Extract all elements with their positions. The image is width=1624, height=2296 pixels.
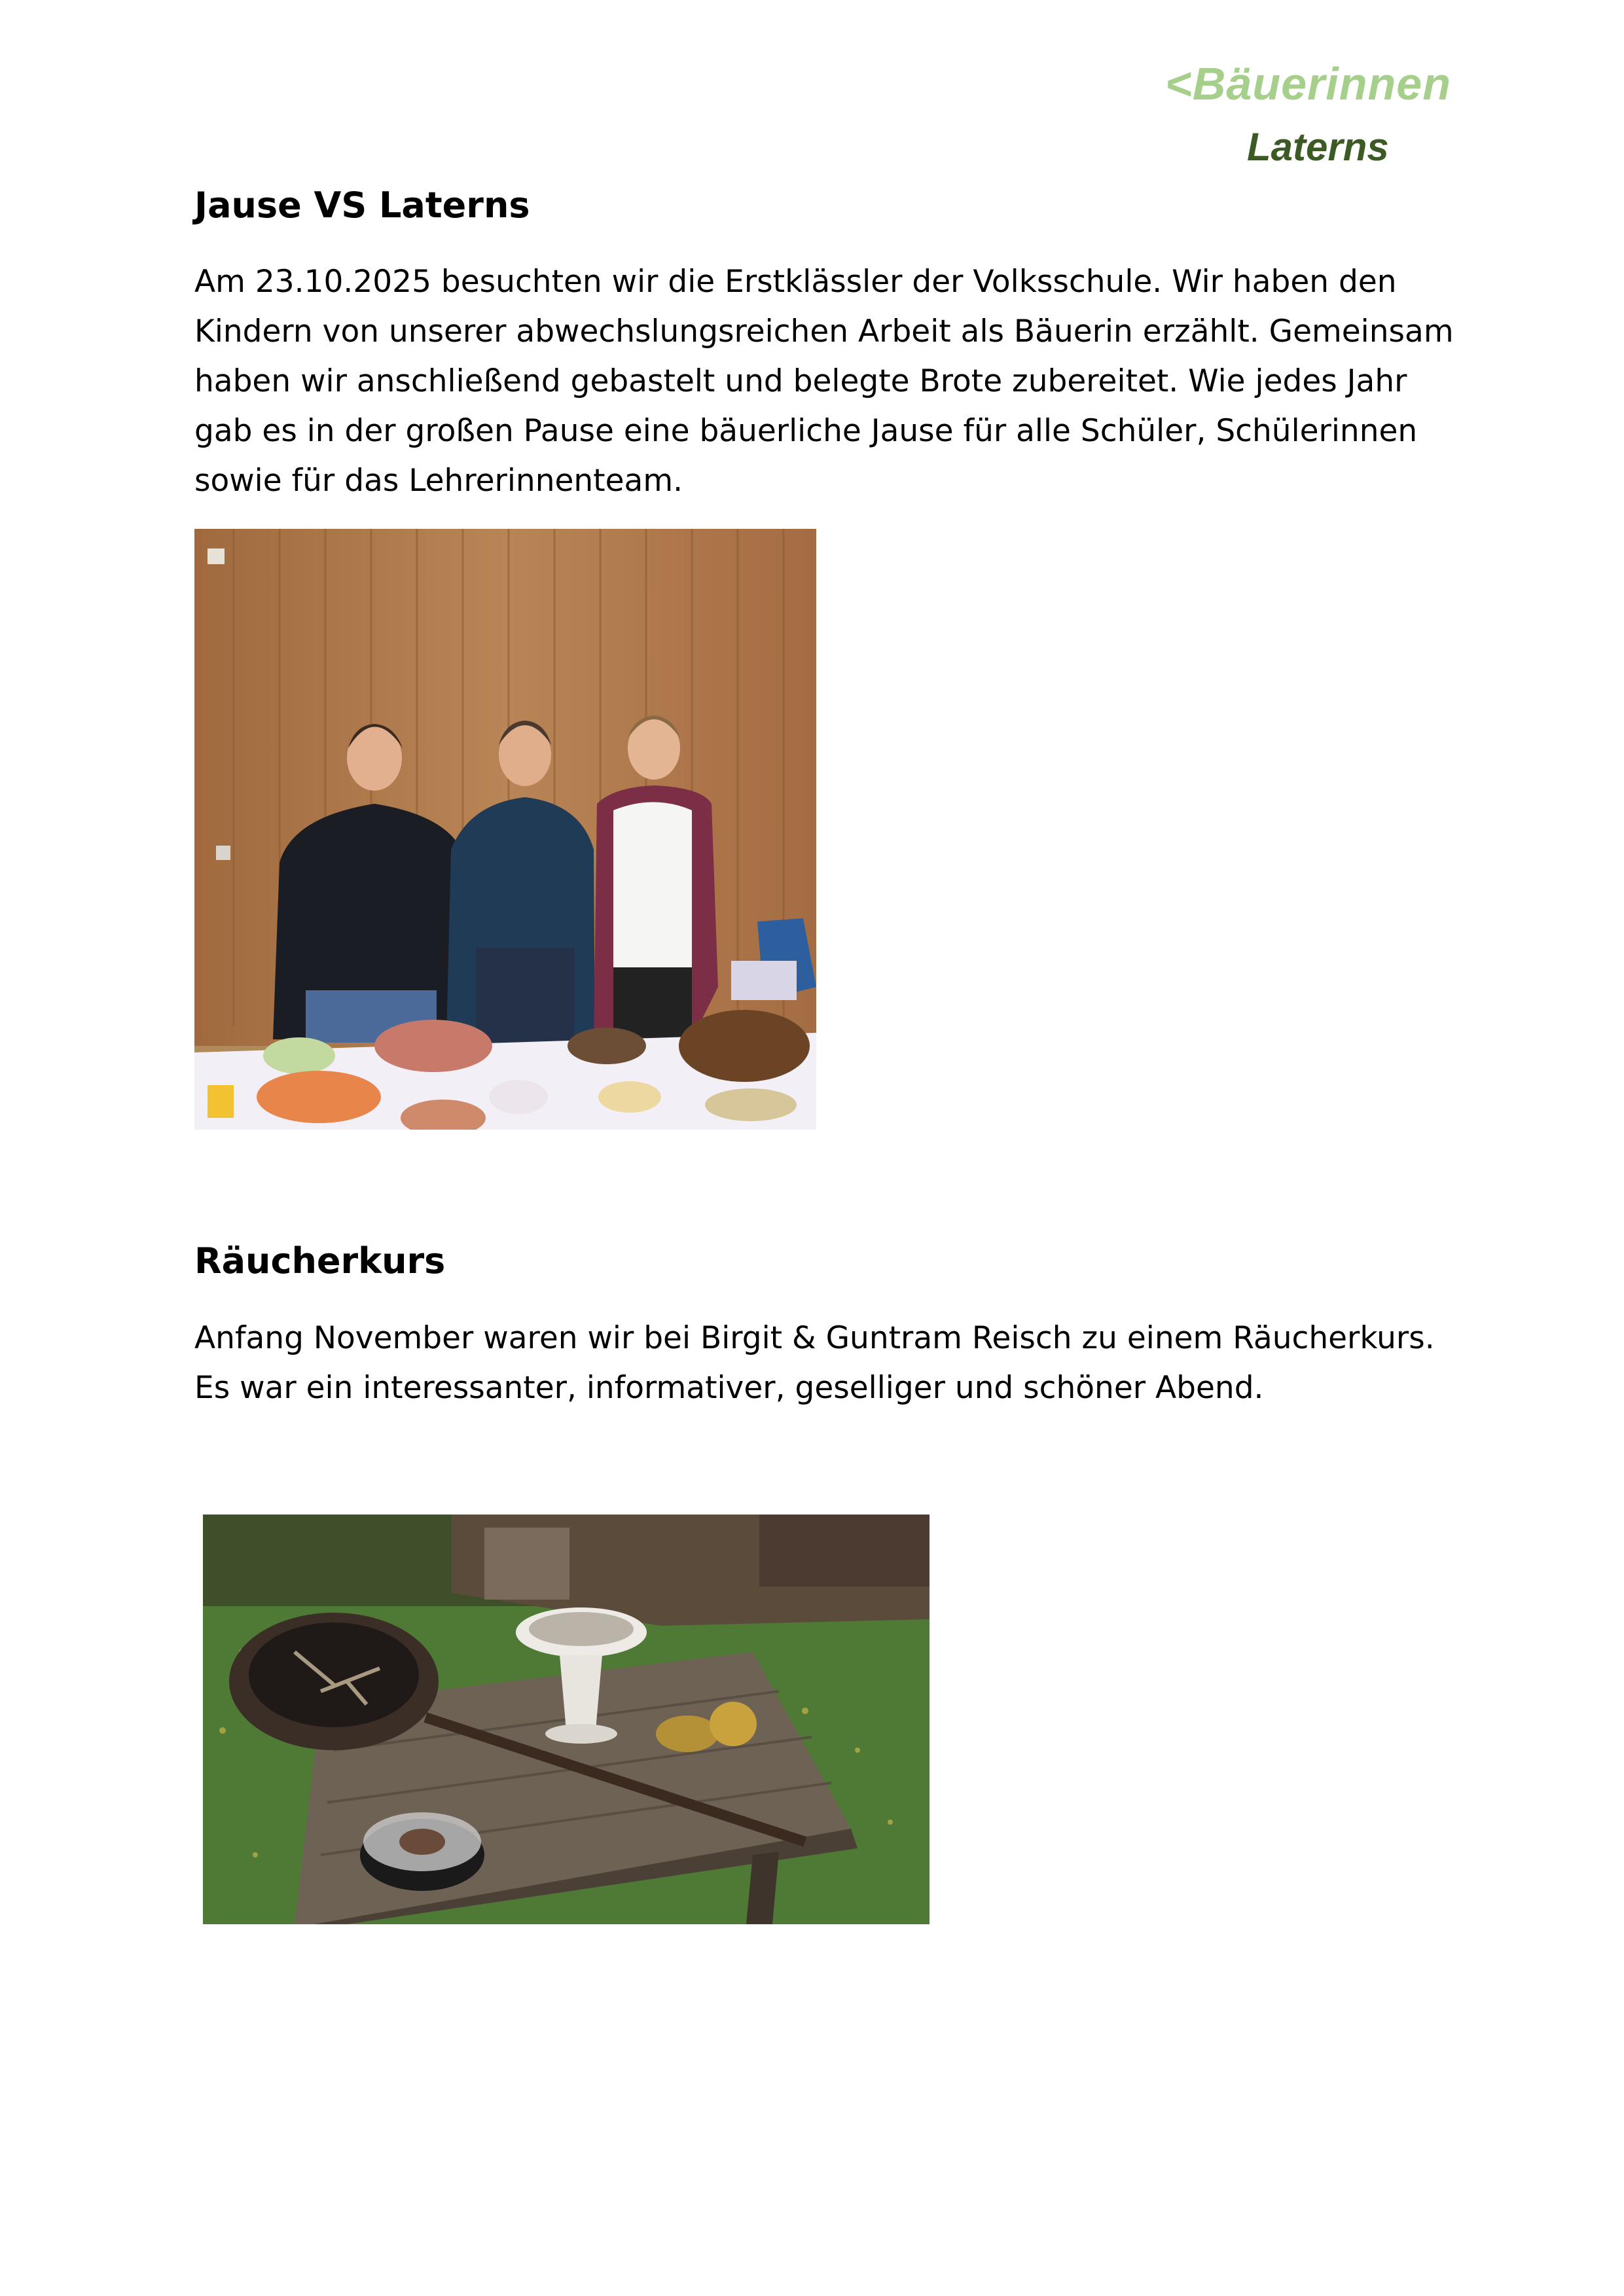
text-line: haben wir anschließend gebastelt und belegte Brote zubereitet. Wie jedes Jahr — [194, 363, 1407, 399]
section-text-raeucherkurs — [194, 1314, 1471, 1413]
text-line: sowie für das Lehrerinnenteam. — [194, 463, 683, 499]
text-line: Es war ein interessanter, informativer, geselliger und schöner Abend. — [194, 1370, 1264, 1406]
text-line: Am 23.10.2025 besuchten wir die Erstklässler der Volksschule. Wir haben den — [194, 264, 1397, 300]
section-text-jause — [194, 257, 1471, 506]
photo-raeucherkurs — [203, 1515, 929, 1924]
photo-jause-buffet — [194, 529, 816, 1130]
logo-text-laterns: Laterns — [1247, 125, 1389, 169]
text-line: Kindern von unserer abwechslungsreichen Arbeit als Bäuerin erzählt. Gemeinsam — [194, 314, 1454, 350]
text-line: gab es in der großen Pause eine bäuerliche Jause für alle Schüler, Schülerinnen — [194, 413, 1418, 449]
section-title-raeucherkurs: Räucherkurs — [194, 1240, 446, 1282]
text-line: Anfang November waren wir bei Birgit & Guntram Reisch zu einem Räucherkurs. — [194, 1320, 1435, 1356]
logo-text-baeuerinnen: <Bäuerinnen — [1165, 58, 1451, 109]
section-title-jause: Jause VS Laterns — [194, 185, 530, 226]
